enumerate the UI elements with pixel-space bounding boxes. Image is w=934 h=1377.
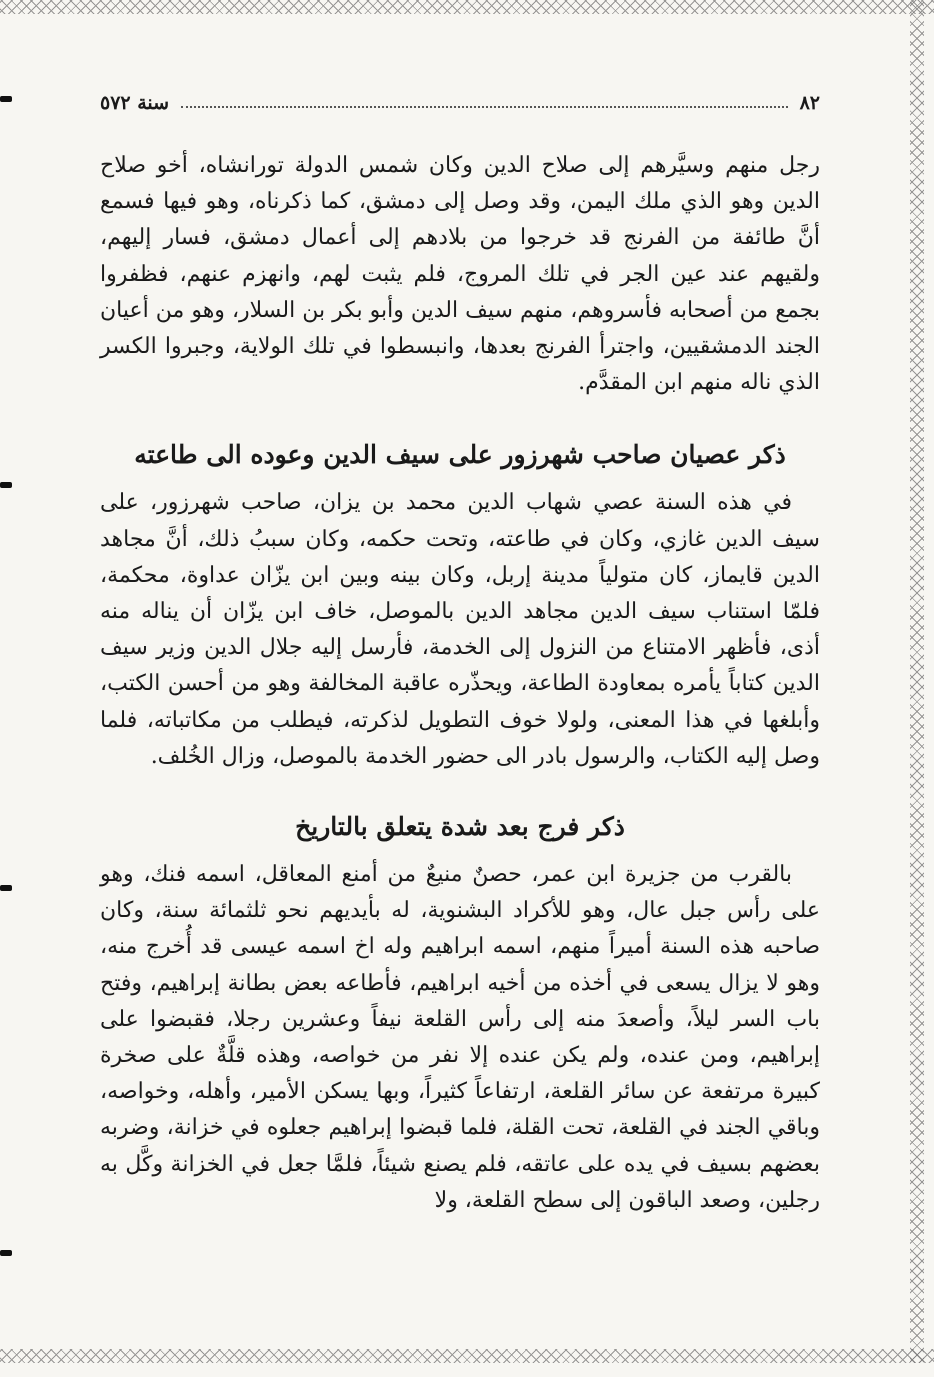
- paragraph: في هذه السنة عصي شهاب الدين محمد بن يزان، صاحب شهرزور، على سيف الدين غازي، وكان في طاعته، وتحت حكمه، وكان سببُ ذلك، أنَّ مجاهد الدين قايماز، كان متولياً مدينة إربل، وكان بينه وبين ابن يزّان عداوة، محكمة، فلمّا استناب سيف الدين مجاهد الدين بالموصل، خاف ابن يزّان أن يناله منه أذى، فأظهر الامتناع من النزول إلى الخدمة، فأرسل إليه جلال الدين وزير سيف الدين كتاباً يأمره بمعاودة الطاعة، ويحذّره عاقبة المخالفة وهو من أحسن الكتب، وأبلغها في هذا المعنى، ولولا خوف التطويل لذكرته، فيطلب من مكاتباته، فلما وصل إليه الكتاب، والرسول بادر الى حضور الخدمة بالموصل، وزال الخُلف.: [100, 490, 820, 769]
- section-heading: ذكر فرج بعد شدة يتعلق بالتاريخ: [295, 812, 625, 842]
- page-number: ٨٢: [799, 92, 820, 114]
- bottom-ornamental-border: [0, 1349, 934, 1363]
- margin-mark: [0, 885, 12, 891]
- page-body: [100, 148, 820, 1219]
- section-heading: ذكر عصيان صاحب شهرزور على سيف الدين وعوده الى طاعته: [134, 440, 786, 470]
- paragraph: بالقرب من جزيرة ابن عمر، حصنٌ منيعٌ من أمنع المعاقل، اسمه فنك، وهو على رأس جبل عال، وهو للأكراد البشنوية، له بأيديهم نحو ثلثمائة سنة، وكان صاحبه هذه السنة أميراً منهم، اسمه ابراهيم وله اخ اسمه عيسى قد أُخرج منه، وهو لا يزال يسعى في أخذه من أخيه ابراهيم، فأطاعه بعض بطانة إبراهيم، وفتح باب السر ليلاً، وأصعدَ منه إلى رأس القلعة نيفاً وعشرين رجلا، فقبضوا على إبراهيم، ومن عنده، ولم يكن عنده إلا نفر من خواصه، وهذه قلَّةٌ على صخرة كبيرة مرتفعة عن سائر القلعة، ارتفاعاً كثيراً، وبها يسكن الأمير، وأهله، وخواصه، وباقي الجند في القلعة، تحت القلة، فلما قبضوا إبراهيم جعلوه في خزانة، وضربه بعضهم بسيف في يده على عاتقه، فلم يصنع شيئاً، فلمَّا جعل في الخزانة وكَّل به رجلين، وصعد الباقون إلى سطح القلعة، ولا: [100, 862, 820, 1213]
- margin-mark: [0, 96, 12, 102]
- top-ornamental-border: [0, 0, 934, 14]
- paragraph: رجل منهم وسيَّرهم إلى صلاح الدين وكان شمس الدولة تورانشاه، أخو صلاح الدين وهو الذي ملك اليمن، وقد وصل إلى دمشق، كما ذكرناه، وهو فيها فسمع أنَّ طائفة من الفرنج قد خرجوا من بلادهم إلى أعمال دمشق، فسار إليهم، ولقيهم عند عين الجر في تلك المروج، فلم يثبت لهم، وانهزم عنهم، فظفروا بجمع من أصحابه فأسروهم، منهم سيف الدين وأبو بكر بن السلار، وهو من أعيان الجند الدمشقيين، واجترأ الفرنج بعدها، وانبسطوا في تلك الولاية، وجبروا الكسر الذي ناله منهم ابن المقدَّم.: [100, 153, 820, 396]
- margin-mark: [0, 482, 12, 488]
- running-head: سنة ٥٧٢: [100, 92, 170, 114]
- page-header: [100, 86, 820, 114]
- margin-mark: [0, 1250, 12, 1256]
- header-dotted-rule: [181, 106, 787, 108]
- right-ornamental-border: [910, 0, 924, 1363]
